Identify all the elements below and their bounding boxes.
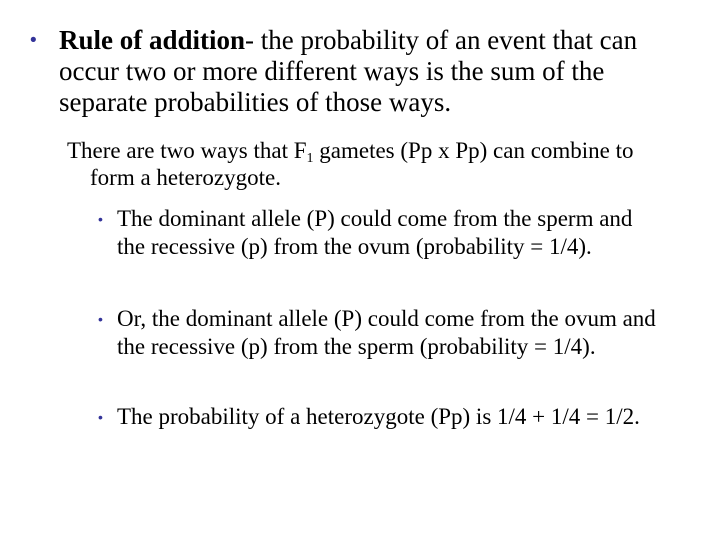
bullet-icon: • bbox=[30, 30, 37, 51]
intro-text-after: gametes (Pp x Pp) can combine to form a heterozygote. bbox=[90, 138, 634, 190]
sub-bullet-item bbox=[98, 305, 658, 361]
sub-bullet-item bbox=[98, 403, 658, 431]
bullet-icon: • bbox=[98, 409, 103, 425]
intro-text-before: There are two ways that F bbox=[67, 138, 307, 163]
bullet-icon: • bbox=[98, 311, 103, 327]
rule-definition: - the probability of an event that can occur two or more different ways is the sum of the separate probabilities of those ways. bbox=[59, 25, 638, 117]
intro-paragraph bbox=[67, 137, 650, 191]
bullet-icon: • bbox=[98, 211, 103, 227]
rule-statement bbox=[59, 25, 690, 118]
sub-bullet-text: The probability of a heterozygote (Pp) is 1/4 + 1/4 = 1/2. bbox=[117, 404, 640, 429]
intro-subscript: 1 bbox=[306, 151, 314, 166]
rule-term: Rule of addition bbox=[59, 25, 246, 55]
sub-bullet-text: The dominant allele (P) could come from the sperm and the recessive (p) from the ovum (probability = 1/4). bbox=[117, 206, 633, 259]
sub-bullet-text: Or, the dominant allele (P) could come from the ovum and the recessive (p) from the sperm (probability = 1/4). bbox=[117, 306, 656, 359]
sub-bullet-item bbox=[98, 205, 658, 261]
rule-of-addition-bullet bbox=[30, 25, 690, 118]
